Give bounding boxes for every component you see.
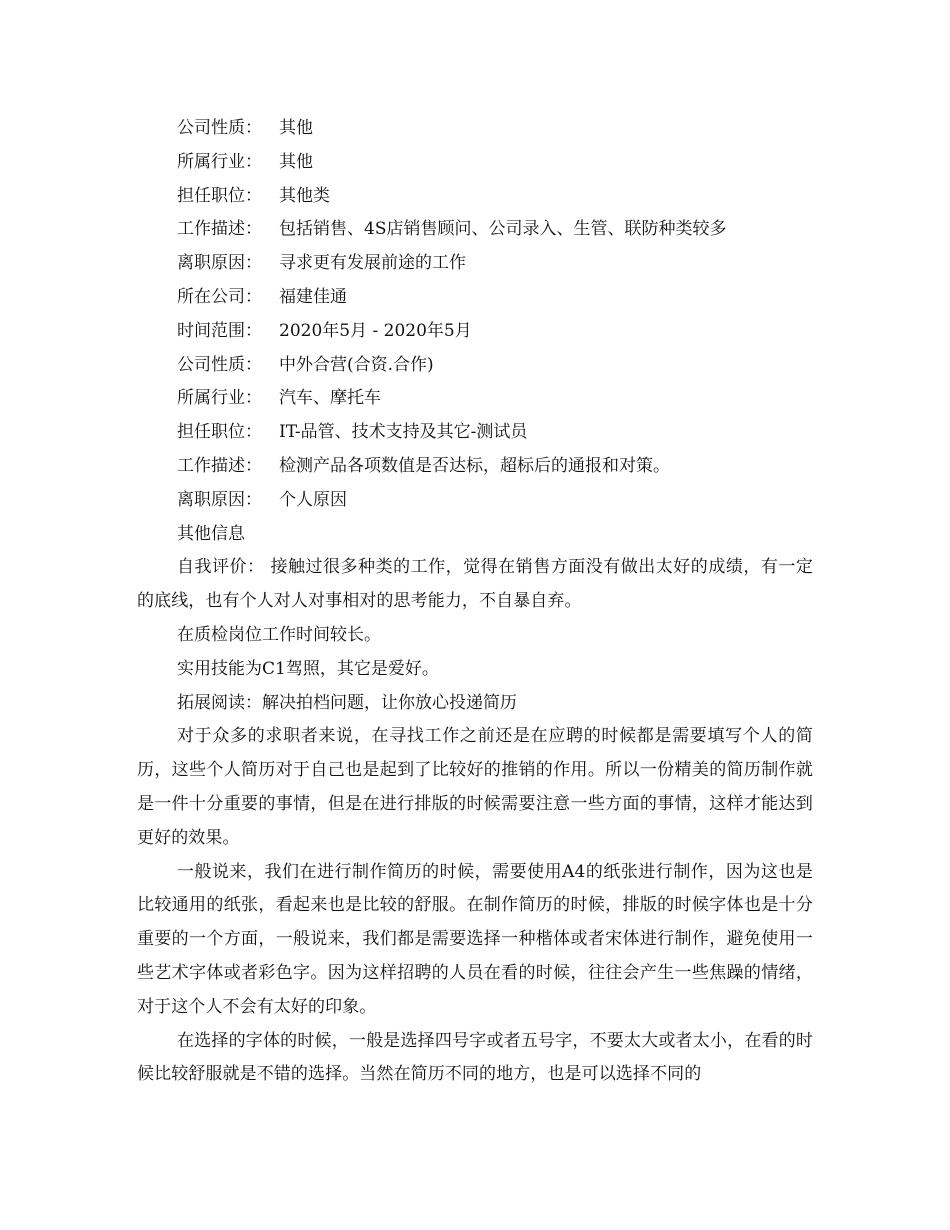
field-label: 所在公司： (177, 286, 262, 307)
field-value: 其他 (279, 118, 313, 138)
section-heading-other-info: 其他信息 (177, 523, 245, 544)
self-evaluation-paragraph: 自我评价： 接触过很多种类的工作，觉得在销售方面没有做出太好的成绩，有一定的底线，也有个人对人对事相对的思考能力，不自暴自弃。 (137, 557, 813, 612)
field-leave-reason (137, 484, 813, 518)
field-company (137, 281, 813, 315)
field-value: 其他 (279, 151, 313, 172)
body-paragraph: 一般说来，我们在进行制作简历的时候，需要使用A4的纸张进行制作，因为这也是比较通用的纸张，看起来也是比较的舒服。在制作简历的时候，排版的时候字体也是十分重要的一个方面，一般说来，我们都是需要选择一种楷体或者宋体进行制作，避免使用一些艺术字体或者彩色字。因为这样招聘的人员在看的时候，往往会产生一些焦躁的情绪，对于这个人不会有太好的印象。 (137, 861, 813, 1017)
field-value: 2020年5月 - 2020年5月 (279, 320, 472, 341)
field-label: 所属行业： (177, 388, 262, 409)
field-value: 个人原因 (279, 489, 347, 510)
field-label: 离职原因： (177, 253, 262, 274)
field-leave-reason (137, 247, 813, 281)
field-value: 寻求更有发展前途的工作 (279, 253, 466, 274)
field-time-range (137, 315, 813, 349)
field-company-type (137, 112, 813, 146)
extended-reading-line: 拓展阅读：解决拍档问题，让你放心投递简历 (177, 692, 517, 713)
field-industry (137, 382, 813, 416)
field-value: 检测产品各项数值是否达标，超标后的通报和对策。 (279, 455, 670, 476)
field-position (137, 416, 813, 450)
body-paragraph: 在选择的字体的时候，一般是选择四号字或者五号字，不要太大或者太小，在看的时候比较舒服就是不错的选择。当然在简历不同的地方，也是可以选择不同的 (137, 1030, 813, 1085)
field-label: 公司性质： (177, 118, 262, 138)
field-label: 公司性质： (177, 354, 262, 375)
field-company-type (137, 349, 813, 383)
field-value: 汽车、摩托车 (279, 388, 381, 409)
field-label: 工作描述： (177, 219, 262, 240)
field-label: 担任职位： (177, 422, 262, 443)
field-value: 其他类 (279, 185, 330, 206)
body-paragraph: 对于众多的求职者来说，在寻找工作之前还是在应聘的时候都是需要填写个人的简历，这些个人简历对于自己也是起到了比较好的推销的作用。所以一份精美的简历制作就是一件十分重要的事情，但是在进行排版的时候需要注意一些方面的事情，这样才能达到更好的效果。 (137, 726, 813, 848)
skills-line: 实用技能为C1驾照，其它是爱好。 (177, 658, 439, 679)
field-value: 中外合营(合资.合作) (279, 354, 434, 375)
field-industry (137, 146, 813, 180)
document-page (137, 112, 813, 1092)
field-label: 离职原因： (177, 489, 262, 510)
field-job-description (137, 213, 813, 247)
field-label: 工作描述： (177, 455, 262, 476)
quality-experience-line: 在质检岗位工作时间较长。 (177, 624, 381, 645)
field-value: IT-品管、技术支持及其它-测试员 (279, 422, 528, 443)
field-value: 福建佳通 (279, 286, 347, 307)
field-label: 担任职位： (177, 185, 262, 206)
field-position (137, 180, 813, 214)
field-label: 时间范围： (177, 320, 262, 341)
field-job-description (137, 450, 813, 484)
field-label: 所属行业： (177, 151, 262, 172)
field-value: 包括销售、4S店销售顾问、公司录入、生管、联防种类较多 (279, 219, 727, 240)
